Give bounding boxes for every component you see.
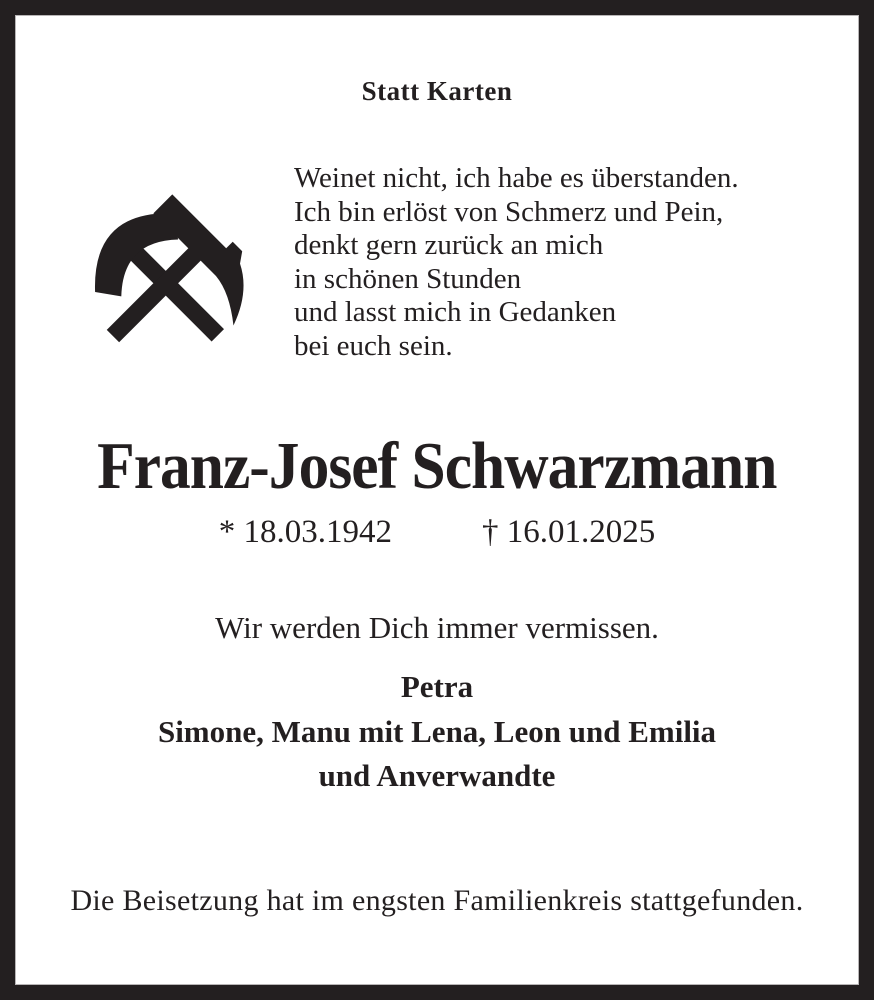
mourner-line: Simone, Manu mit Lena, Leon und Emilia <box>157 713 717 749</box>
mourner-line: und Anverwandte <box>318 758 556 793</box>
death-date: † 16.01.2025 <box>482 514 656 550</box>
obituary-notice <box>16 16 858 984</box>
deceased-name: Franz-Josef Schwarzmann <box>97 428 777 503</box>
birth-date: * 18.03.1942 <box>218 514 392 550</box>
farewell-line: Wir werden Dich immer vermissen. <box>215 610 659 645</box>
poem-line: in schönen Stunden <box>294 262 522 295</box>
mourner-line: Petra <box>400 669 474 704</box>
burial-notice: Die Beisetzung hat im engsten Familienkreis stattgefunden. <box>70 884 804 917</box>
poem-line: und lasst mich in Gedanken <box>294 296 617 328</box>
poem-line: denkt gern zurück an mich <box>294 229 604 261</box>
poem-line: Weinet nicht, ich habe es überstanden. <box>294 162 739 194</box>
statt-karten-header: Statt Karten <box>361 76 513 106</box>
memorial-poem <box>294 162 739 363</box>
hammer-and-pick-icon <box>62 172 268 378</box>
mourners-list <box>16 665 858 799</box>
poem-line: bei euch sein. <box>294 329 453 362</box>
poem-line: Ich bin erlöst von Schmerz und Pein, <box>294 195 724 228</box>
life-dates <box>16 514 858 551</box>
